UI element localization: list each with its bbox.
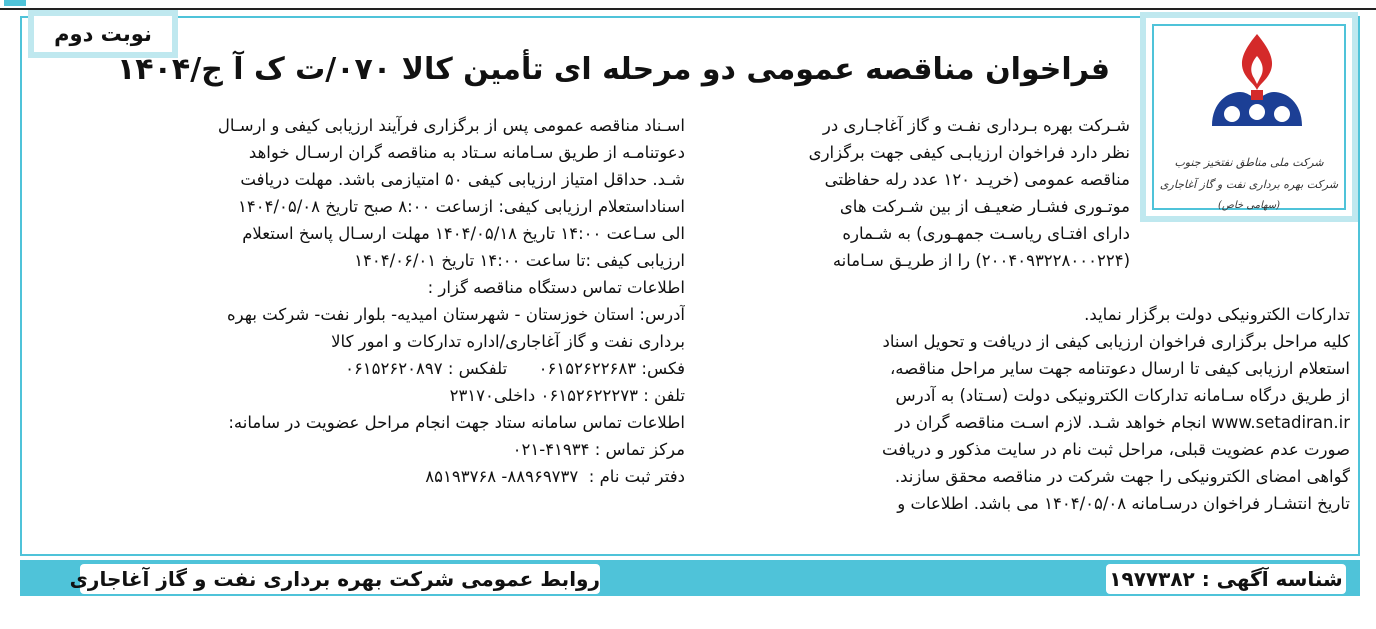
text-line: اطلاعات تماس سامانه ستاد جهت انجام مراحل عضویت در سامانه: [228, 413, 685, 432]
page-title: فراخوان مناقصه عمومی دو مرحله ای تأمین کالا ۰۷۰/ت ک آ ج/۱۴۰۴ [116, 52, 1110, 87]
footer-bar [20, 560, 1360, 596]
logo-company-line2: شرکت بهره برداری نفت و گاز آغاجاری [1159, 178, 1339, 191]
text-line: کلیه مراحل برگزاری فراخوان ارزیابی کیفی از دریافت و تحویل اسناد [882, 332, 1350, 351]
logo-box [1140, 12, 1358, 222]
text-line: اسناداستعلام ارزیابی کیفی: ازساعت ۸:۰۰ صبح تاریخ ۱۴۰۴/۰۵/۰۸ [238, 197, 685, 216]
text-line: آدرس: استان خوزستان - شهرستان امیدیه- بلوار نفت- شرکت بهره [226, 305, 685, 324]
text-line: مناقصه عمومی (خریـد ۱۲۰ عدد رله حفاظتی [824, 170, 1130, 189]
publisher-name: روابط عمومی شرکت بهره برداری نفت و گاز آغاجاری [80, 564, 600, 594]
text-line: استعلام ارزیابی کیفی تا ارسال دعوتنامه جهت سایر مراحل مناقصه، [889, 359, 1350, 378]
text-line: (۲۰۰۴۰۹۳۲۲۸۰۰۰۲۲۴) را از طریـق سـامانه [832, 251, 1130, 270]
text-line: اطلاعات تماس دستگاه مناقصه گزار : [427, 278, 685, 297]
left-column [40, 112, 685, 490]
text-line: الی سـاعت ۱۴:۰۰ تاریخ ۱۴۰۴/۰۵/۱۸ مهلت ارسـال پاسخ استعلام [242, 224, 685, 243]
right-column-top [720, 112, 1130, 274]
logo-company-line3: (سهامی خاص) [1217, 200, 1281, 211]
text-line: شـرکت بهره بـرداری نفـت و گاز آغاجـاری در [822, 116, 1130, 135]
logo-company-line1: شرکت ملی مناطق نفتخیز جنوب [1174, 156, 1324, 169]
logo-frame [1152, 24, 1346, 210]
corner-accent [4, 0, 26, 6]
text-line: دفتر ثبت نام : ۸۸۹۶۹۷۳۷- ۸۵۱۹۳۷۶۸ [425, 467, 685, 486]
text-line: از طریق درگاه سـامانه تدارکات الکترونیکی دولت (سـتاد) به آدرس [895, 386, 1350, 405]
text-line: دعوتنامـه از طریق سـامانه سـتاد به مناقصه گران ارسـال خواهد [248, 143, 685, 162]
text-line: صورت عدم عضویت قبلی، مراحل ثبت نام در سایت مذکور و دریافت [882, 440, 1350, 459]
text-line: تدارکات الکترونیکی دولت برگزار نماید. [1084, 305, 1350, 324]
round-badge: نوبت دوم [28, 10, 178, 58]
text-line: برداری نفت و گاز آغاجاری/اداره تدارکات و امور کالا [331, 332, 685, 351]
top-border [0, 0, 1376, 10]
text-line: شـد. حداقل امتیاز ارزیابی کیفی ۵۰ امتیازمی باشد. مهلت دریافت [240, 170, 685, 189]
nioc-logo-icon [1202, 30, 1312, 140]
right-column-bottom [720, 301, 1350, 517]
text-line: تاریخ انتشـار فراخوان درسـامانه ۱۴۰۴/۰۵/۰۸ می باشد. اطلاعات و [897, 494, 1350, 513]
text-line: فکس: ۰۶۱۵۲۶۲۲۶۸۳ تلفکس : ۰۶۱۵۲۶۲۰۸۹۷ [345, 359, 685, 378]
ad-id: شناسه آگهی : ۱۹۷۷۳۸۲ [1106, 564, 1346, 594]
text-line: تلفن : ۰۶۱۵۲۶۲۲۲۷۳ داخلی۲۳۱۷۰ [449, 386, 685, 405]
text-line: دارای افتـای ریاسـت جمهـوری) به شـماره [842, 224, 1130, 243]
text-line: ارزیابی کیفی :تا ساعت ۱۴:۰۰ تاریخ ۱۴۰۴/۰۶/۰۱ [354, 251, 685, 270]
text-line: www.setadiran.ir انجام خواهد شـد. لازم اسـت مناقصه گران در [895, 413, 1350, 432]
text-line: گواهی امضای الکترونیکی را جهت شرکت در مناقصه محقق سازند. [894, 467, 1350, 486]
text-line: اسـناد مناقصه عمومی پس از برگزاری فرآیند ارزیابی کیفی و ارسـال [217, 116, 685, 135]
text-line: مرکز تماس : ۴۱۹۳۴-۰۲۱ [512, 440, 685, 459]
text-line: نظر دارد فراخوان ارزیابـی کیفی جهت برگزاری [808, 143, 1130, 162]
text-line: موتـوری فشـار ضعیـف از بین شـرکت های [839, 197, 1130, 216]
